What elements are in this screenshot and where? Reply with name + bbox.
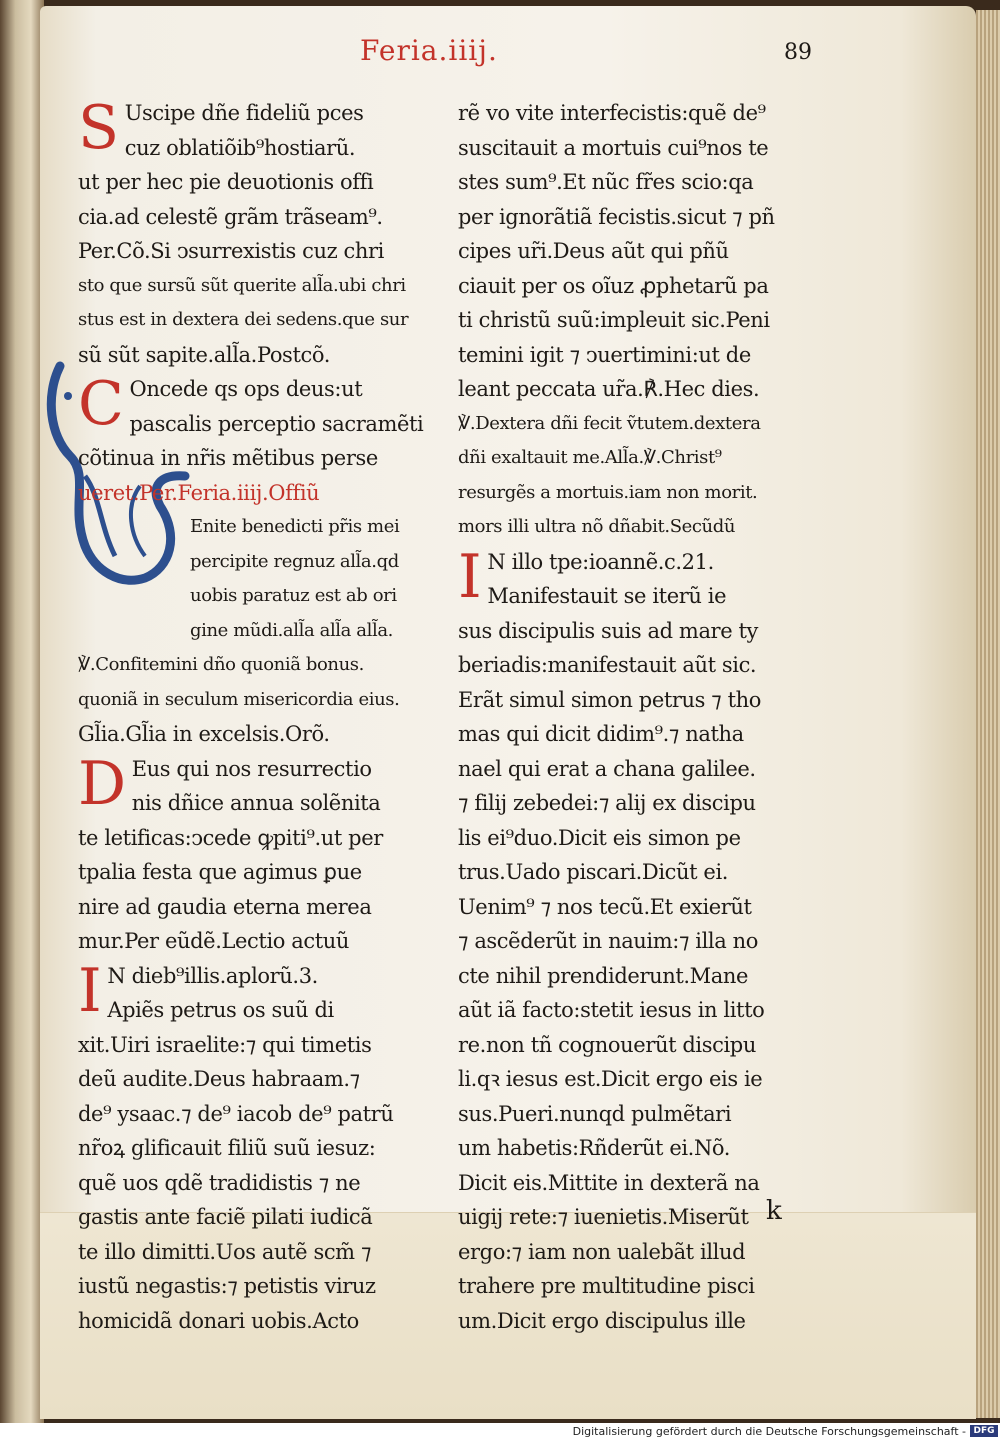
- text-line: suscitauit a mortuis cui⁹nos te: [458, 135, 769, 160]
- text-line: Manifestauit se iterũ ie: [487, 584, 727, 608]
- facing-page-edge: [0, 0, 44, 1423]
- text-line: leant peccata ur̃a.℟.Hec dies.: [458, 377, 760, 401]
- text-line: ciauit per os oĩuz ꝓphetarũ pa: [458, 273, 769, 298]
- text-line: iustũ negastis:⁊ petistis viruz: [78, 1274, 376, 1298]
- text-line: D Eus qui nos resurrectio: [78, 748, 372, 819]
- text-line: ti christũ suũ:impleuit sic.Peni: [458, 308, 770, 332]
- text-line: gastis ante faciẽ pilati iudicã: [78, 1205, 373, 1229]
- text-line: pascalis perceptio sacramẽti: [129, 411, 424, 436]
- folio-number: 89: [784, 40, 812, 65]
- text-line: gine mũdi.all̃a all̃a all̃a.: [190, 619, 394, 641]
- text-line: Apiẽs petrus os suũ di: [107, 998, 334, 1022]
- text-line-rubric: ueret.Per.Feria.iiij.Offiũ: [78, 480, 320, 505]
- text-line: um habetis:Rñderũt ei.Nõ.: [458, 1136, 731, 1160]
- text-line: stus est in dextera dei sedens.que sur: [78, 309, 409, 330]
- text-line: Erãt simul simon petrus ⁊ tho: [458, 687, 762, 712]
- digitization-footer: [0, 1423, 1000, 1441]
- left-text-column: [78, 93, 426, 1338]
- text-line: percipite regnuz all̃a.qd: [190, 550, 399, 572]
- text-line: per ignorãtiã fecistis.sicut ⁊ pñ: [458, 204, 775, 229]
- text-line: Gl̃ia.Gl̃ia in excelsis.Orõ.: [78, 722, 330, 746]
- red-initial-c: C: [78, 369, 124, 439]
- text-line: ergo:⁊ iam non ualebãt illud: [458, 1239, 746, 1264]
- text-line: dñi exaltauit me.All̃a.℣.Christ⁹: [458, 447, 722, 468]
- text-line: homicidã donari uobis.Acto: [78, 1308, 359, 1333]
- text-line: I N illo tpe:ioannẽ.c.21.: [458, 541, 714, 612]
- text-line: um.Dicit ergo discipulus ille: [458, 1308, 746, 1333]
- text-line: resurgẽs a mortuis.iam non morit.: [458, 481, 758, 503]
- red-initial-s: S: [78, 93, 119, 163]
- text-line: Enite benedicti pr̃is mei: [190, 516, 400, 537]
- text-line: ⁊ ascẽderũt in nauim:⁊ illa no: [458, 929, 758, 953]
- text-line: cõtinua in nr̃is mẽtibus perse: [78, 446, 378, 470]
- text-line: ℣.Confitemini dño quoniã bonus.: [78, 654, 364, 675]
- page-stack-edge: [976, 10, 1000, 1418]
- text-line: quoniã in seculum misericordia eius.: [78, 688, 400, 710]
- text-line: nael qui erat a chana galilee.: [458, 756, 756, 781]
- text-line: mors illi ultra nõ dñabit.Secũdũ: [458, 516, 736, 537]
- text-line: sto que sursũ sũt querite all̃a.ubi chri: [78, 274, 406, 296]
- text-line: lis ei⁹duo.Dicit eis simon pe: [458, 825, 741, 850]
- text-line: rẽ vo vite interfecistis:quẽ de⁹: [458, 101, 766, 125]
- catchword: k: [766, 1196, 782, 1226]
- red-initial-i: I: [458, 541, 482, 612]
- text-line: quẽ uos qdẽ tradidistis ⁊ ne: [78, 1170, 361, 1195]
- text-line: re.non tñ cognouerũt discipu: [458, 1032, 756, 1057]
- text-line: uobis paratuz est ab ori: [190, 585, 397, 606]
- text-line: ut per hec pie deuotionis offi: [78, 170, 374, 194]
- text-line: stes sum⁹.Et nũc fr̃es scio:qa: [458, 170, 754, 194]
- text-line: te letificas:ↄcede ꝙpiti⁹.ut per: [78, 825, 383, 850]
- right-text-column: [458, 96, 810, 1338]
- text-line: mas qui dicit didim⁹.⁊ natha: [458, 722, 744, 746]
- text-line: C Oncede qs ops deus:ut: [78, 369, 363, 439]
- text-line: S Uscipe dñe fideliũ pces: [78, 93, 364, 163]
- text-line: xit.Uiri israelite:⁊ qui timetis: [78, 1032, 372, 1057]
- text-line: tpalia festa que agimus ꝑue: [78, 860, 362, 884]
- text-line: beriadis:manifestauit aũt sic.: [458, 653, 757, 677]
- text-line: nire ad gaudia eterna merea: [78, 894, 372, 919]
- text-line: aũt iã facto:stetit iesus in litto: [458, 998, 765, 1022]
- running-title: Feria.iiij.: [360, 34, 498, 67]
- text-line: trahere pre multitudine pisci: [458, 1274, 755, 1298]
- text-line: de⁹ ysaac.⁊ de⁹ iacob de⁹ patrũ: [78, 1101, 394, 1126]
- text-line: deũ audite.Deus habraam.⁊: [78, 1067, 360, 1091]
- text-line: sus.Pueri.nunqd pulmẽtari: [458, 1101, 732, 1126]
- text-line: mur.Per eũdẽ.Lectio actuũ: [78, 929, 350, 953]
- red-initial-d: D: [78, 748, 126, 819]
- red-initial-i: I: [78, 955, 102, 1026]
- text-line: Dicit eis.Mittite in dexterã na: [458, 1170, 760, 1195]
- text-line: I N dieb⁹illis.aplorũ.3.: [78, 955, 318, 1026]
- text-line: cte nihil prendiderunt.Mane: [458, 963, 749, 988]
- text-line: cia.ad celestẽ grãm trãseam⁹.: [78, 204, 383, 229]
- text-line: sus discipulis suis ad mare ty: [458, 618, 759, 643]
- text-line: cuz oblatiõib⁹hostiarũ.: [124, 135, 356, 160]
- text-line: sũ sũt sapite.all̃a.Postcõ.: [78, 342, 330, 367]
- text-line: Per.Cõ.Si ↄsurrexistis cuz chri: [78, 239, 384, 263]
- text-line: nr̃oꝝ glificauit filiũ suũ iesuz:: [78, 1136, 376, 1160]
- text-line: ⁊ filij zebedei:⁊ alij ex discipu: [458, 791, 756, 815]
- footer-credit: Digitalisierung gefördert durch die Deutsche Forschungsgemeinschaft -: [572, 1425, 966, 1438]
- text-line: nis dñice annua solẽnita: [131, 791, 381, 815]
- text-line: Uenim⁹ ⁊ nos tecũ.Et exierũt: [458, 894, 752, 919]
- dfg-logo-icon: DFG: [970, 1425, 998, 1437]
- text-line: te illo dimitti.Uos autẽ scm̃ ⁊: [78, 1239, 372, 1264]
- text-line: li.qꝛ iesus est.Dicit ergo eis ie: [458, 1067, 763, 1091]
- text-line: ℣.Dextera dñi fecit ṽtutem.dextera: [458, 412, 761, 434]
- text-line: temini igit ⁊ ↄuertimini:ut de: [458, 342, 751, 367]
- text-line: cipes ur̃i.Deus aũt qui pñũ: [458, 239, 729, 263]
- text-line: trus.Uado piscari.Dicũt ei.: [458, 860, 729, 884]
- text-line: uigij rete:⁊ iuenietis.Miserũt: [458, 1205, 749, 1229]
